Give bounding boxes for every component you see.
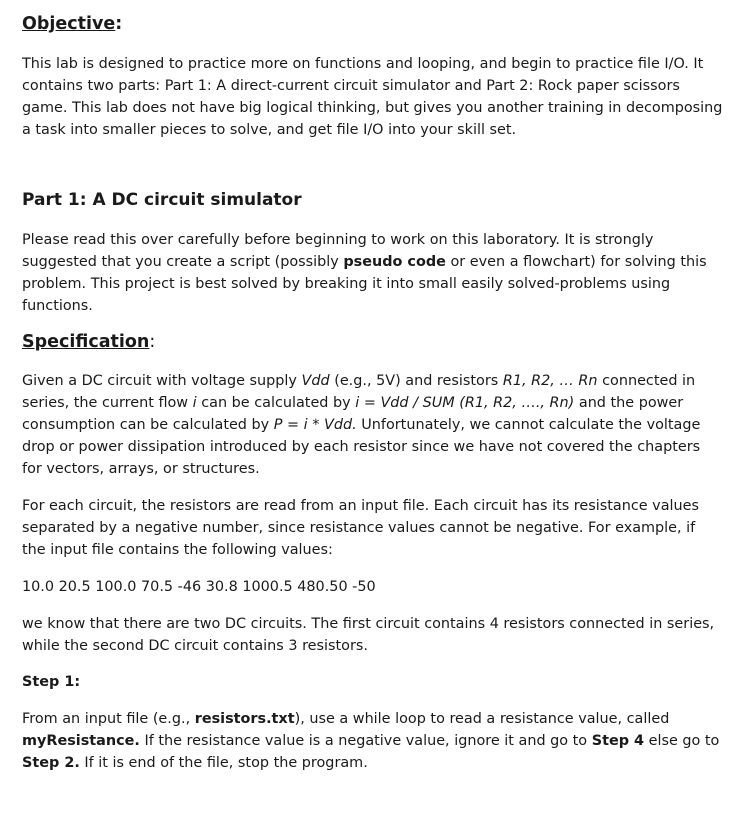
spec-current-italic: i: [192, 395, 197, 411]
spec-text-3: connected in series, the current flow: [22, 373, 696, 411]
objective-heading: [22, 10, 723, 38]
my-resistance-bold: myResistance.: [22, 733, 140, 749]
step4-bold: Step 4: [591, 733, 645, 749]
specification-heading: [22, 328, 723, 356]
step1-heading: Step 1:: [22, 674, 81, 690]
part1-text-1: Please read this over carefully before beginning to work on this laboratory. It is strongly suggested that you create a script (possibly: [22, 232, 654, 270]
spec-text-5: and the power consumption can be calculated by: [22, 395, 684, 433]
specification-heading-text: Specification: [22, 332, 150, 352]
spec-text-2: (e.g., 5V) and resistors: [329, 373, 503, 389]
spec-text-6: Unfortunately, we cannot calculate the voltage drop or power dissipation introduced by each resistor since we have not covered the chapters for vectors, arrays, or structures.: [22, 417, 701, 477]
spec-current-formula: i = Vdd / SUM (R1, R2, …., Rn): [355, 395, 575, 411]
step2-bold: Step 2.: [22, 755, 80, 771]
objective-heading-text: Objective: [22, 14, 116, 34]
step1-text-2: ), use a while loop to read a resistance value, called: [294, 711, 670, 727]
step1-text-5: If it is end of the file, stop the program.: [79, 755, 368, 771]
spec-resistors-italic: R1, R2, … Rn: [502, 373, 598, 389]
spec-text-4: can be calculated by: [196, 395, 356, 411]
specification-paragraph: [22, 370, 723, 480]
part1-title: Part 1: A DC circuit simulator: [22, 190, 302, 210]
step1-text-3: If the resistance value is a negative value, ignore it and go to: [139, 733, 592, 749]
pseudo-code-bold: pseudo code: [343, 254, 446, 270]
example-values-line: 10.0 20.5 100.0 70.5 -46 30.8 1000.5 480.50 -50: [22, 579, 376, 595]
specification-heading-colon: :: [149, 332, 156, 352]
step1-paragraph: [22, 708, 723, 774]
part1-text-2: or even a flowchart) for solving this problem. This project is best solved by breaking it into small easily solved-problems using functions.: [22, 254, 707, 314]
objective-paragraph: This lab is designed to practice more on functions and looping, and begin to practice file I/O. It contains two parts: Part 1: A direct-current circuit simulator and Part 2: Rock paper scissors game. This lab does not have big logical thinking, but gives you another training in decomposing a task into smaller pieces to solve, and get file I/O into your skill set.: [22, 56, 723, 138]
circuit-input-paragraph: For each circuit, the resistors are read from an input file. Each circuit has its resistance values separated by a negative number, since resistance values cannot be negative. For example, if the input file contains the following values:: [22, 498, 699, 558]
spec-power-formula: P = i * Vdd.: [273, 417, 357, 433]
part1-paragraph: [22, 229, 723, 317]
step1-text-1: From an input file (e.g.,: [22, 711, 195, 727]
spec-vdd-italic: Vdd: [301, 373, 330, 389]
spec-text-1: Given a DC circuit with voltage supply: [22, 373, 302, 389]
step1-text-4: else go to: [644, 733, 720, 749]
two-circuits-paragraph: we know that there are two DC circuits. The first circuit contains 4 resistors connected in series, while the second DC circuit contains 3 resistors.: [22, 616, 715, 654]
objective-heading-colon: :: [115, 14, 123, 34]
resistors-file-bold: resistors.txt: [194, 711, 295, 727]
